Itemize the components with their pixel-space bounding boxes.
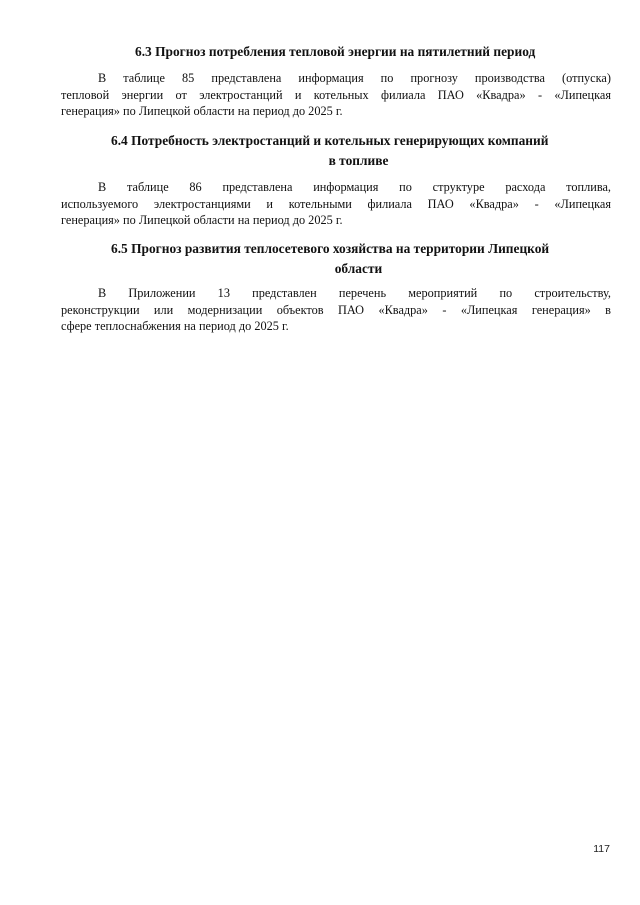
paragraph-line: В Приложении 13 представлен перечень мероприятий по строительству, [98, 286, 611, 300]
section-heading-6-5: 6.5 Прогноз развития теплосетевого хозяйства на территории Липецкой [111, 241, 550, 256]
section-paragraph-6-3 [61, 70, 611, 120]
section-heading-6-5-continuation: области [334, 261, 383, 276]
paragraph-line: тепловой энергии от электростанций и котельных филиала ПАО «Квадра» - «Липецкая [61, 87, 611, 102]
paragraph-line: используемого электростанциями и котельными филиала ПАО «Квадра» - «Липецкая [61, 196, 611, 211]
paragraph-line: В таблице 86 представлена информация по структуре расхода топлива, [98, 180, 611, 194]
paragraph-line: генерация» по Липецкой области на период до 2025 г. [61, 213, 343, 227]
section-paragraph-6-5 [61, 285, 611, 335]
paragraph-line: реконструкции или модернизации объектов ПАО «Квадра» - «Липецкая генерация» в [61, 302, 611, 317]
paragraph-line: В таблице 85 представлена информация по прогнозу производства (отпуска) [98, 71, 611, 85]
paragraph-line: генерация» по Липецкой области на период до 2025 г. [61, 104, 343, 118]
section-heading-6-4: 6.4 Потребность электростанций и котельных генерирующих компаний [111, 133, 549, 148]
paragraph-line: сфере теплоснабжения на период до 2025 г. [61, 319, 289, 333]
section-heading-6-4-continuation: в топливе [328, 153, 389, 168]
page-number: 117 [593, 843, 610, 855]
section-paragraph-6-4 [61, 179, 611, 229]
section-heading-6-3: 6.3 Прогноз потребления тепловой энергии на пятилетний период [135, 44, 536, 59]
